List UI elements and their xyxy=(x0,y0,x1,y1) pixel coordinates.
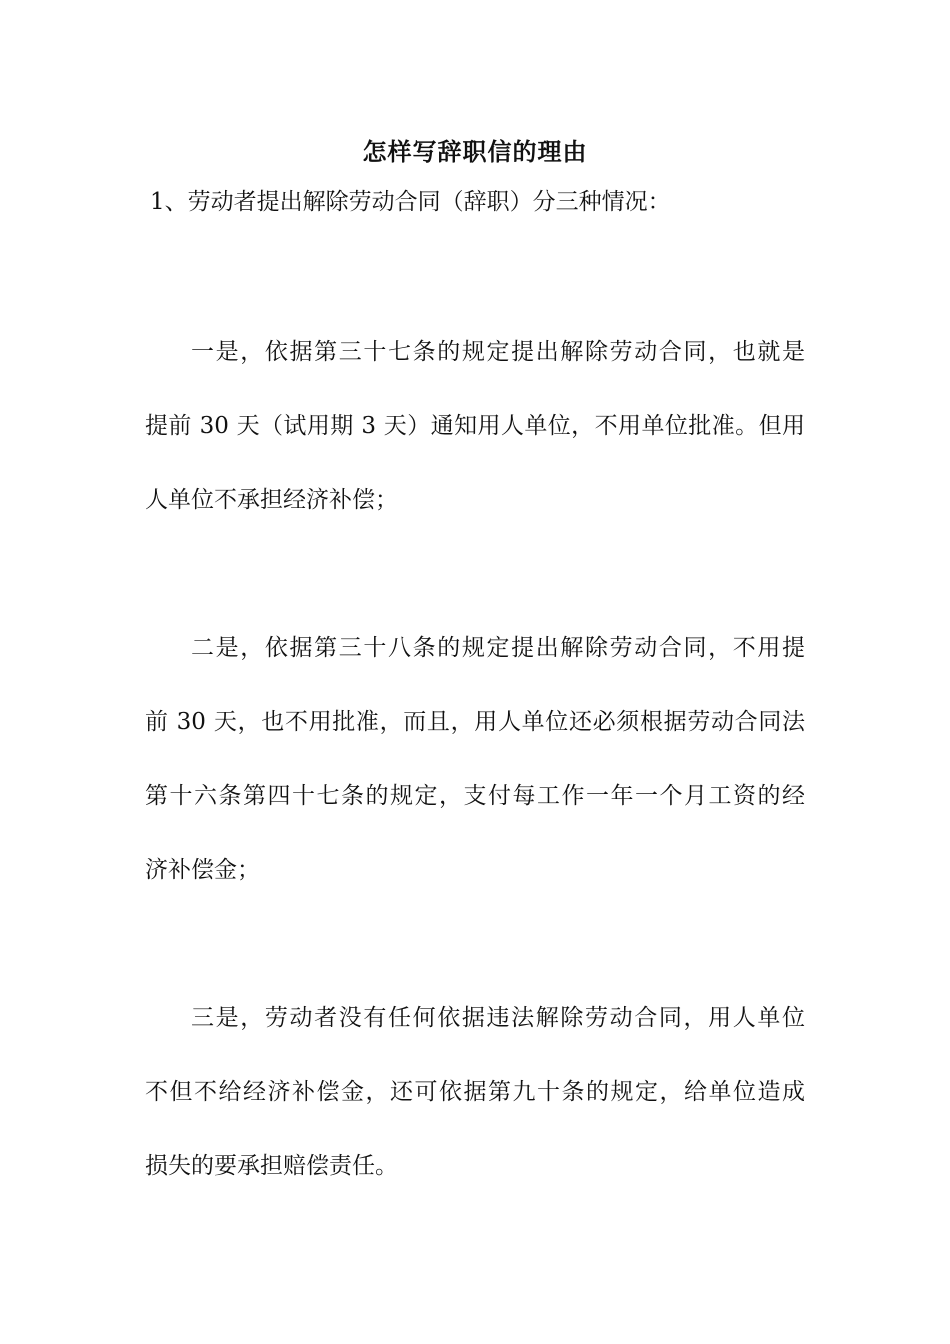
paragraph-3 xyxy=(145,981,805,1203)
paragraph-line: 第十六条第四十七条的规定，支付每工作一年一个月工资的经 xyxy=(145,783,805,809)
paragraph-line: 损失的要承担赔偿责任。 xyxy=(145,1153,398,1179)
paragraph-line: 三是，劳动者没有任何依据违法解除劳动合同，用人单位 xyxy=(191,1005,805,1031)
paragraph-1 xyxy=(145,315,805,537)
paragraph-2 xyxy=(145,611,805,907)
document-title: 怎样写辞职信的理由 xyxy=(362,137,588,166)
paragraph-line: 前 30 天，也不用批准，而且，用人单位还必须根据劳动合同法 xyxy=(145,709,805,735)
paragraph-line: 提前 30 天（试用期 3 天）通知用人单位，不用单位批准。但用 xyxy=(145,413,805,439)
paragraph-line: 济补偿金； xyxy=(145,857,260,883)
intro-line: 1、劳动者提出解除劳动合同（辞职）分三种情况： xyxy=(150,189,671,215)
paragraph-line: 一是，依据第三十七条的规定提出解除劳动合同，也就是 xyxy=(191,339,805,365)
paragraph-line: 人单位不承担经济补偿； xyxy=(145,487,398,513)
paragraph-line: 二是，依据第三十八条的规定提出解除劳动合同，不用提 xyxy=(191,635,805,661)
paragraph-line: 不但不给经济补偿金，还可依据第九十条的规定，给单位造成 xyxy=(145,1079,805,1105)
